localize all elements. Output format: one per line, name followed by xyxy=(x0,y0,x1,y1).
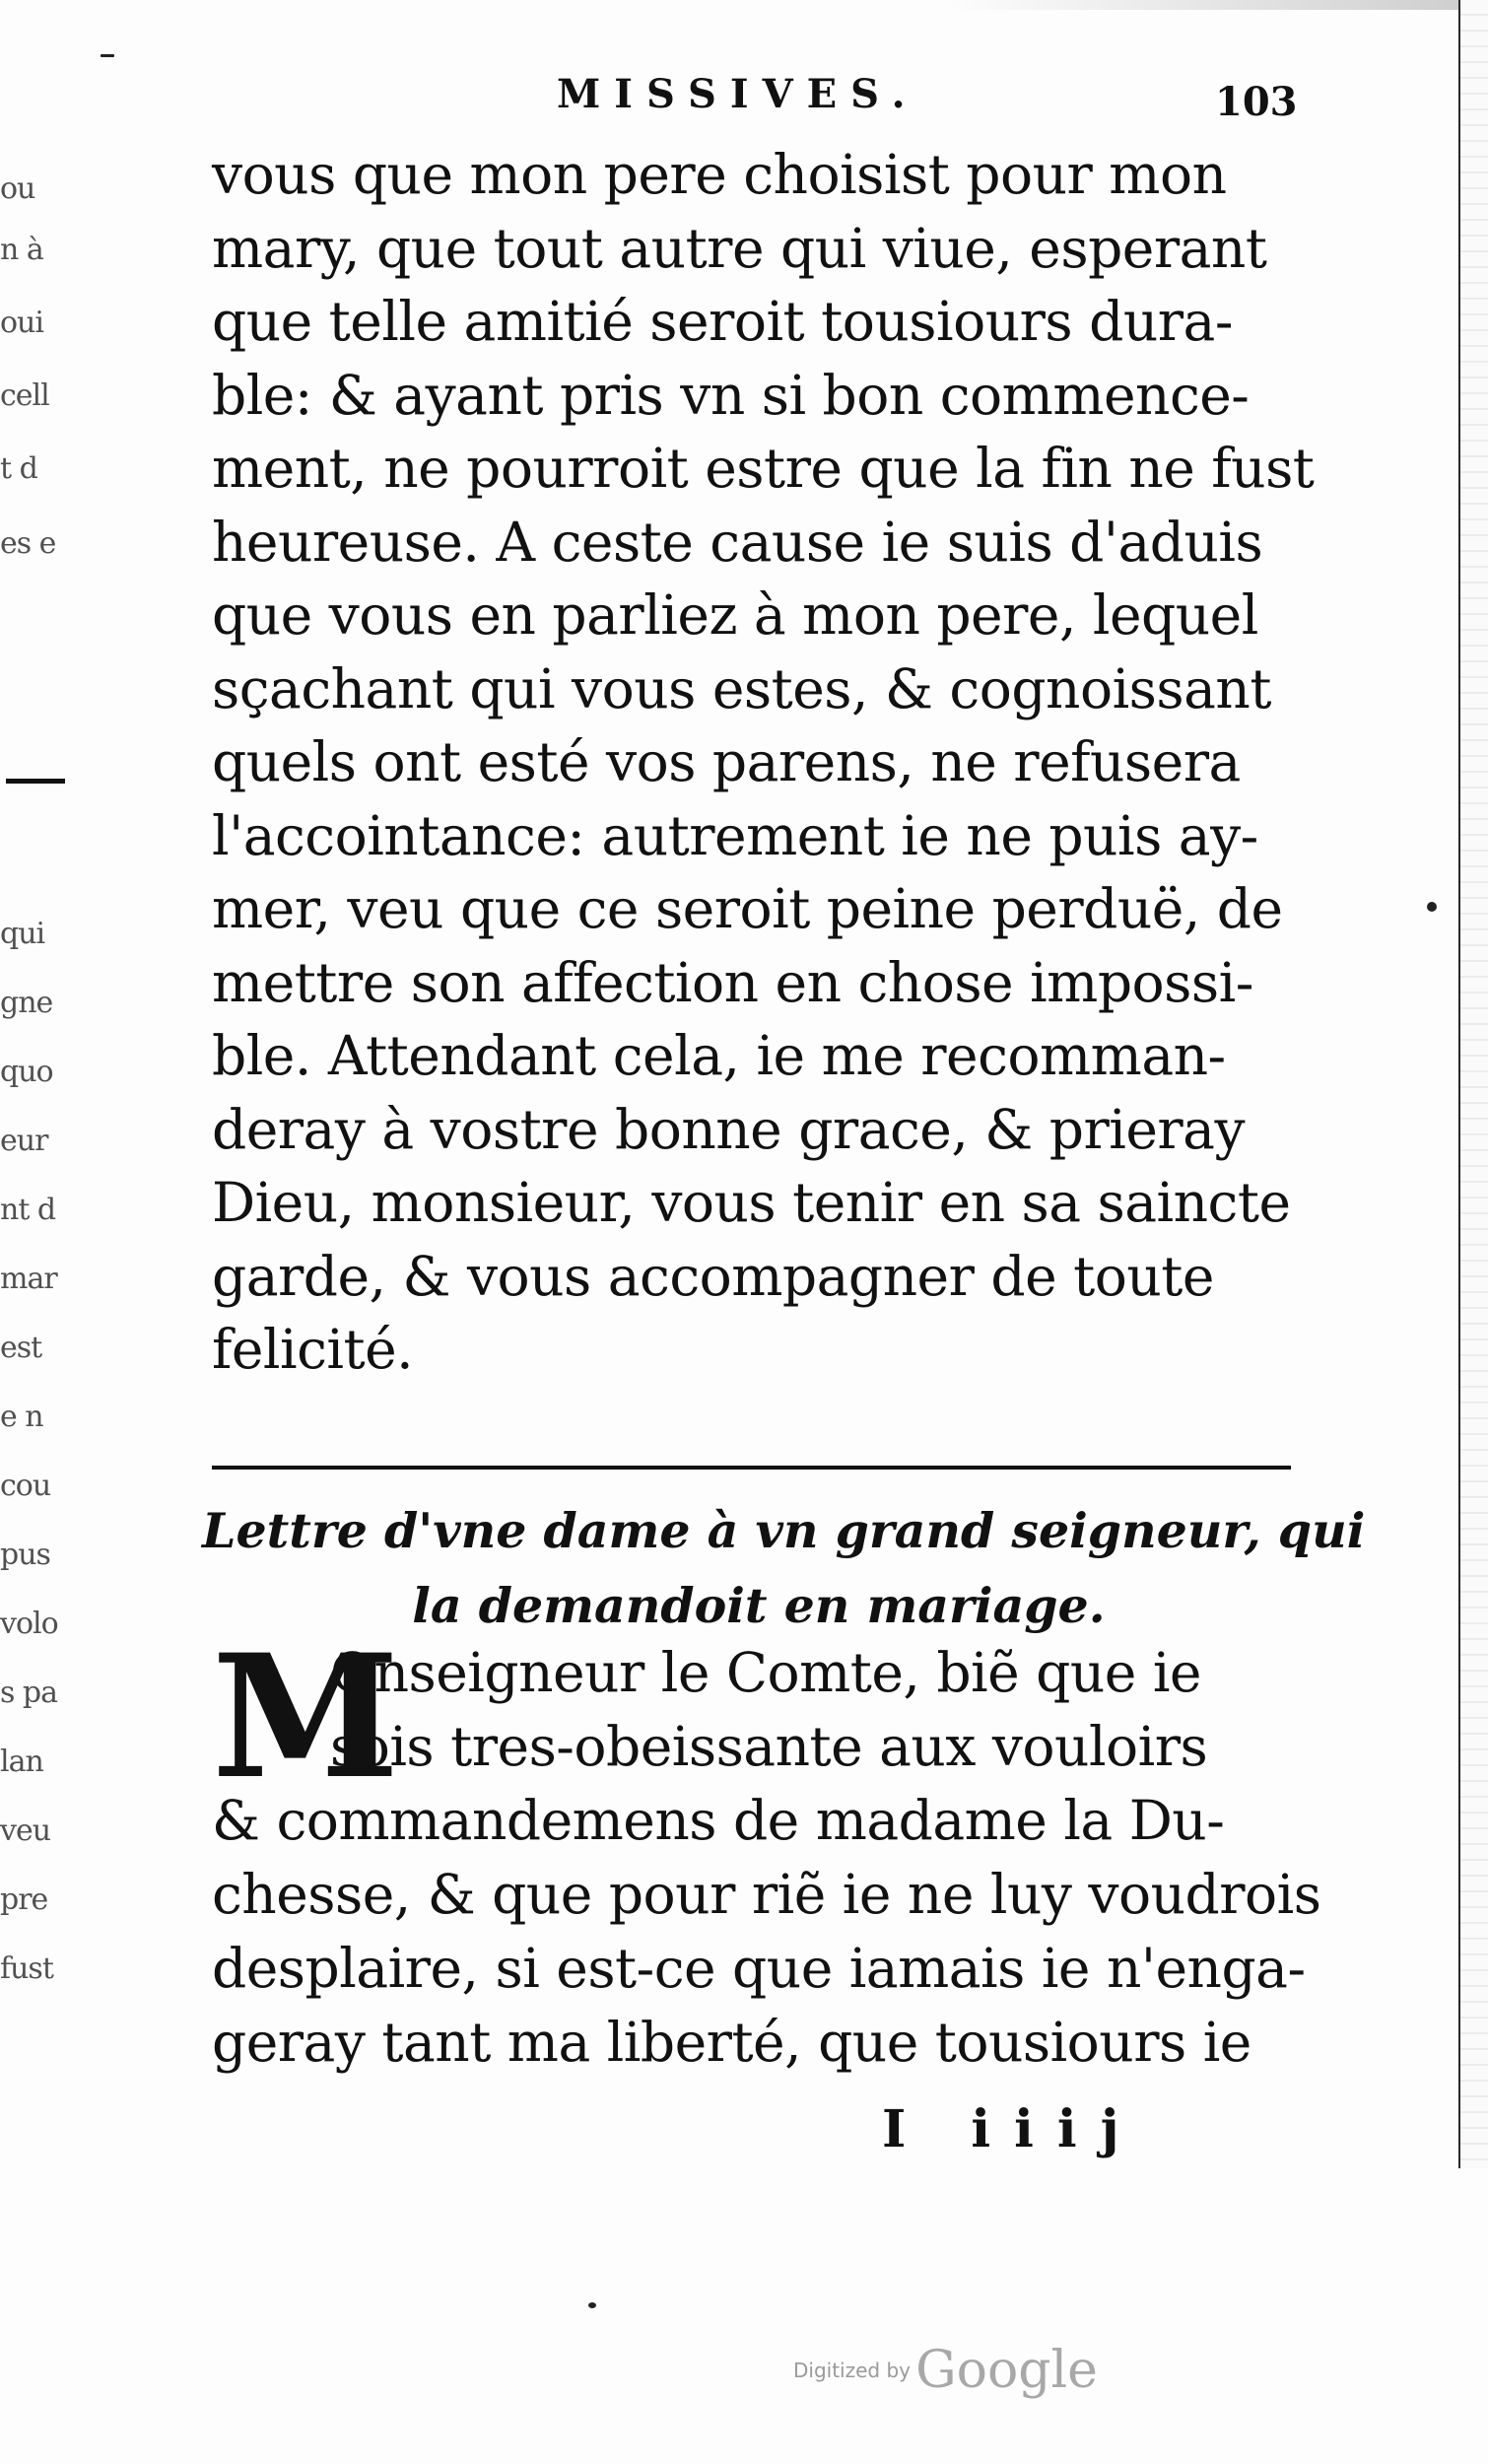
digitized-watermark xyxy=(793,2341,1098,2400)
text-line: vous que mon pere choisist pour mon xyxy=(212,143,1227,206)
margin-fragment: volo xyxy=(0,1607,58,1641)
text-line: que vous en parliez à mon pere, lequel xyxy=(212,583,1258,647)
margin-fragment: veu xyxy=(0,1814,51,1848)
margin-fragment: s pa xyxy=(0,1676,58,1710)
body-text xyxy=(212,138,1316,1387)
margin-fragment: mar xyxy=(0,1262,57,1296)
text-line: heureuse. A ceste cause ie suis d'aduis xyxy=(212,510,1263,574)
margin-fragment: cell xyxy=(0,378,49,413)
text-line: geray tant ma liberté, que tousiours ie xyxy=(212,2011,1251,2074)
heading-line: Lettre d'vne dame à vn grand seigneur, qui xyxy=(202,1502,1366,1559)
text-line: Dieu, monsieur, vous tenir en sa saincte xyxy=(212,1171,1291,1234)
text-line: ble. Attendant cela, ie me recomman- xyxy=(212,1024,1226,1087)
section-rule xyxy=(212,1466,1291,1470)
page-number: 103 xyxy=(1215,79,1298,125)
ink-speck xyxy=(588,2302,596,2308)
watermark-prefix: Digitized by xyxy=(793,2359,911,2382)
text-line: desplaire, si est-ce que iamais ie n'enga- xyxy=(212,1937,1306,2000)
margin-fragment: es e xyxy=(0,526,56,561)
margin-fragment: qui xyxy=(0,917,45,951)
heading-line: la demandoit en mariage. xyxy=(412,1577,1106,1634)
ink-speck xyxy=(1427,902,1437,912)
text-line: sçachant qui vous estes, & cognoissant xyxy=(212,656,1271,720)
margin-fragment: cou xyxy=(0,1469,51,1503)
text-line: l'accointance: autrement ie ne puis ay- xyxy=(212,803,1258,867)
text-line: ble: & ayant pris vn si bon commence- xyxy=(212,363,1250,427)
margin-fragment: quo xyxy=(0,1055,53,1089)
running-head: MISSIVES. xyxy=(557,71,919,117)
margin-fragment: oui xyxy=(0,306,43,340)
text-line: mary, que tout autre qui viue, esperant xyxy=(212,216,1267,280)
text-line: garde, & vous accompagner de toute xyxy=(212,1244,1214,1308)
top-page-edge xyxy=(948,0,1460,10)
text-line: chesse, & que pour riẽ ie ne luy voudrois xyxy=(212,1863,1321,1926)
margin-fragment: lan xyxy=(0,1745,43,1779)
margin-fragment: t d xyxy=(0,451,37,486)
right-page-edge xyxy=(1458,0,1488,2168)
text-line: deray à vostre bonne grace, & prieray xyxy=(212,1097,1246,1161)
margin-fragment: gne xyxy=(0,986,53,1020)
signature-mark: I iiij xyxy=(882,2099,1143,2159)
margin-fragment: n à xyxy=(0,233,43,267)
text-line: mer, veu que ce seroit peine perduë, de xyxy=(212,877,1283,940)
margin-fragment: est xyxy=(0,1331,42,1365)
margin-fragment: e n xyxy=(0,1400,43,1434)
margin-rule xyxy=(6,779,65,784)
margin-fragment: eur xyxy=(0,1124,48,1158)
ink-speck xyxy=(101,54,114,57)
margin-fragment: pre xyxy=(0,1882,48,1917)
text-line: que telle amitié seroit tousiours dura- xyxy=(212,290,1233,353)
margin-fragment: fust xyxy=(0,1951,53,1986)
letter-body xyxy=(212,1616,1321,2080)
text-line: mettre son affection en chose impossi- xyxy=(212,950,1253,1014)
margin-fragment: pus xyxy=(0,1538,50,1572)
text-line: ment, ne pourroit estre que la fin ne fust xyxy=(212,437,1315,500)
google-logo: Google xyxy=(915,2341,1098,2400)
margin-fragment: ou xyxy=(0,171,35,206)
text-line: sois tres-obeissante aux vouloirs xyxy=(330,1715,1208,1778)
drop-cap: M xyxy=(212,1616,400,1816)
text-line: felicité. xyxy=(212,1318,414,1381)
margin-fragment: nt d xyxy=(0,1193,56,1227)
text-line: Onseigneur le Comte, biẽ que ie xyxy=(330,1641,1201,1704)
text-line: & commandemens de madame la Du- xyxy=(212,1789,1225,1852)
text-line: quels ont esté vos parens, ne refusera xyxy=(212,730,1241,793)
